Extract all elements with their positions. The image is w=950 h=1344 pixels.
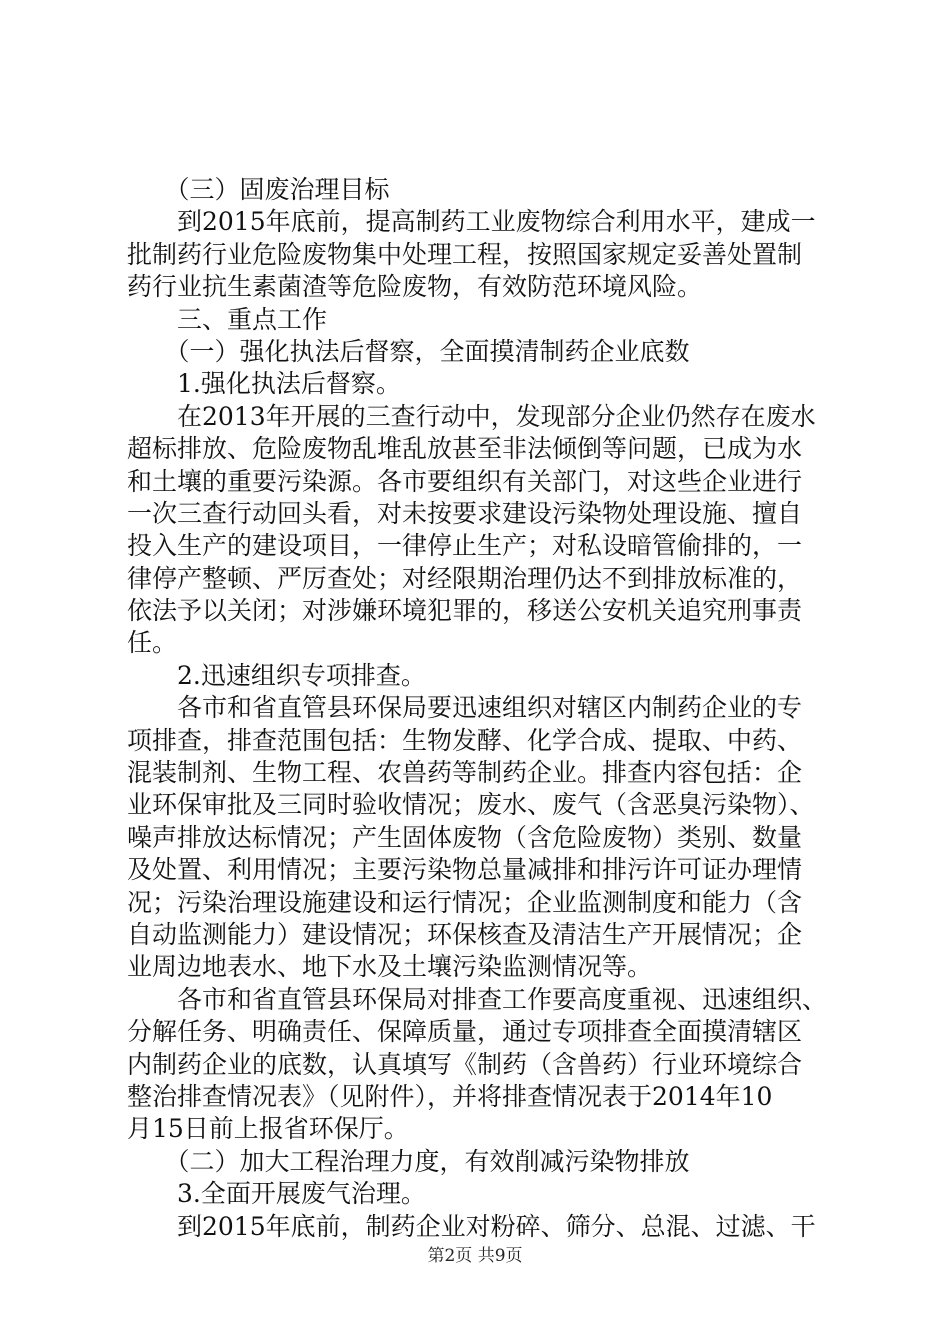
subsection-heading: （一）强化执法后督察，全面摸清制药企业底数: [127, 336, 690, 366]
paragraph-line: 分解任务、明确责任、保障质量，通过专项排查全面摸清辖区: [127, 1017, 803, 1047]
paragraph-line: 整治排查情况表》（见附件），并将排查情况表于2014年10: [127, 1081, 773, 1111]
paragraph-line: 一次三查行动回头看，对未按要求建设污染物处理设施、擅自: [127, 498, 803, 528]
paragraph-line: 律停产整顿、严厉查处；对经限期治理仍达不到排放标准的，: [127, 563, 803, 593]
section-heading-key-work: 三、重点工作: [127, 304, 328, 334]
paragraph-line: 混装制剂、生物工程、农兽药等制药企业。排查内容包括：企: [127, 758, 803, 788]
paragraph-line: 噪声排放达标情况；产生固体废物（含危险废物）类别、数量: [127, 822, 803, 852]
paragraph-line: 在2013年开展的三查行动中，发现部分企业仍然存在废水: [127, 401, 816, 431]
paragraph-line: 批制药行业危险废物集中处理工程，按照国家规定妥善处置制: [127, 239, 803, 269]
paragraph-line: 自动监测能力）建设情况；环保核查及清洁生产开展情况；企: [127, 919, 803, 949]
subsection-heading: （二）加大工程治理力度，有效削减污染物排放: [127, 1146, 690, 1176]
item-heading: 3.全面开展废气治理。: [127, 1179, 426, 1209]
section-heading-solid-waste-goal: （三）固废治理目标: [127, 175, 390, 204]
paragraph-line: 投入生产的建设项目，一律停止生产；对私设暗管偷排的，一: [127, 531, 803, 561]
item-heading: 1.强化执法后督察。: [127, 369, 401, 399]
paragraph-line: 和土壤的重要污染源。各市要组织有关部门，对这些企业进行: [127, 466, 803, 496]
paragraph-line: 内制药企业的底数，认真填写《制药（含兽药）行业环境综合: [127, 1049, 803, 1079]
paragraph-line: 药行业抗生素菌渣等危险废物，有效防范环境风险。: [127, 272, 703, 302]
paragraph-line: 任。: [127, 628, 178, 658]
paragraph-line: 业周边地表水、地下水及土壤污染监测情况等。: [127, 952, 653, 982]
paragraph-line: 业环保审批及三同时验收情况；废水、废气（含恶臭污染物）、: [127, 790, 815, 820]
item-heading: 2.迅速组织专项排查。: [127, 660, 426, 690]
paragraph-line: 况；污染治理设施建设和运行情况；企业监测制度和能力（含: [127, 887, 803, 917]
paragraph-line: 月15日前上报省环保厅。: [127, 1114, 409, 1144]
paragraph-line: 到2015年底前，提高制药工业废物综合利用水平，建成一: [127, 207, 816, 237]
paragraph-line: 及处置、利用情况；主要污染物总量减排和排污许可证办理情: [127, 855, 803, 885]
paragraph-line: 项排查，排查范围包括：生物发酵、化学合成、提取、中药、: [127, 725, 803, 755]
paragraph-line: 到2015年底前，制药企业对粉碎、筛分、总混、过滤、干: [127, 1211, 816, 1241]
paragraph-line: 依法予以关闭；对涉嫌环境犯罪的，移送公安机关追究刑事责: [127, 596, 803, 626]
document-body: [127, 174, 827, 1243]
paragraph-line: 各市和省直管县环保局对排查工作要高度重视、迅速组织、: [127, 984, 828, 1014]
page-number-footer: 第2页 共9页: [427, 1246, 523, 1266]
paragraph-line: 各市和省直管县环保局要迅速组织对辖区内制药企业的专: [127, 693, 803, 723]
paragraph-line: 超标排放、危险废物乱堆乱放甚至非法倾倒等问题，已成为水: [127, 434, 803, 464]
